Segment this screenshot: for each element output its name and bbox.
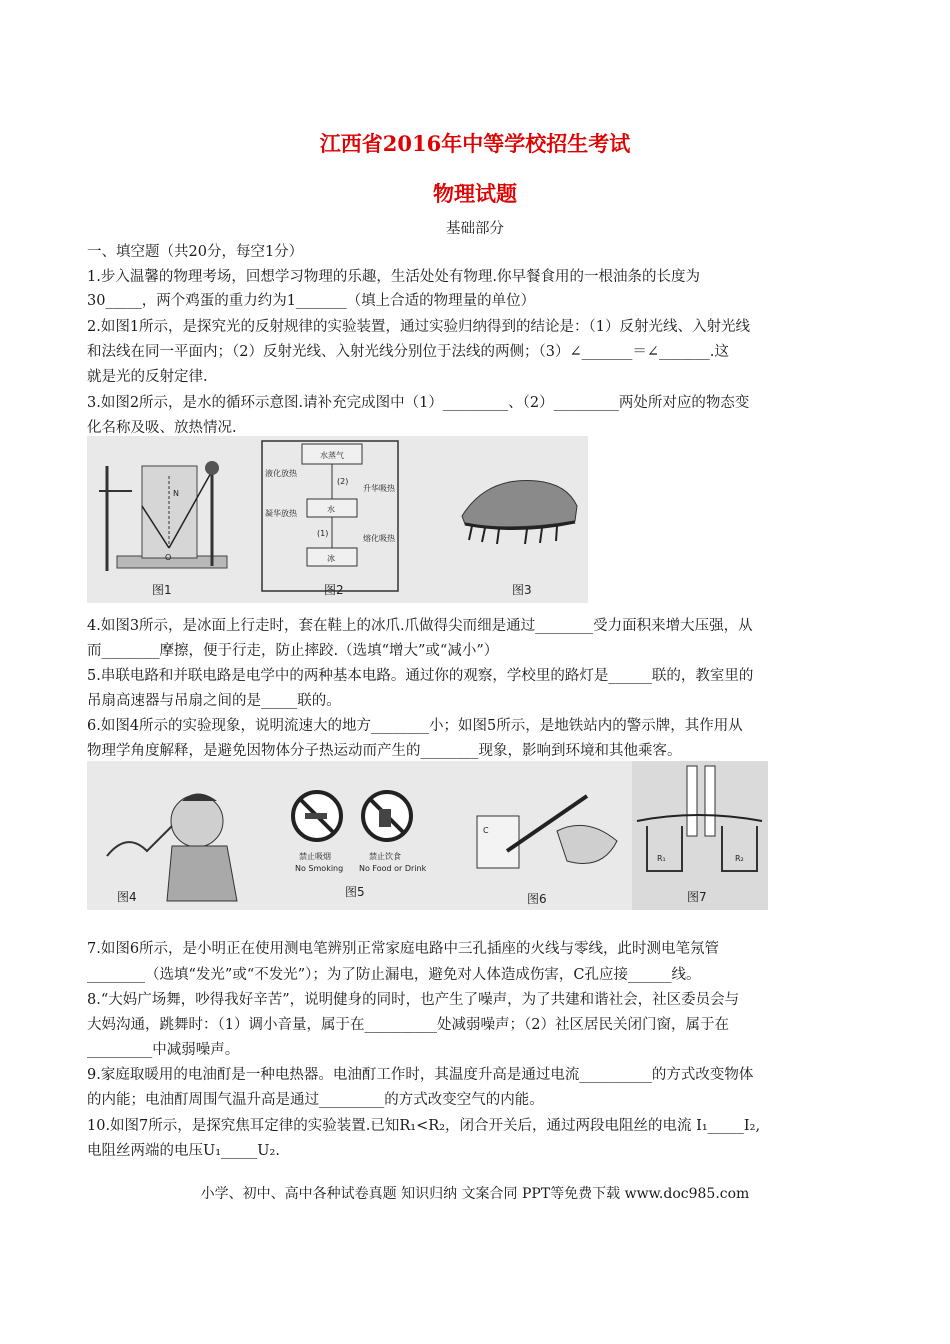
question-line: 7.如图6所示，是小明正在使用测电笔辨别正常家庭电路中三孔插座的火线与零线，此时测电笔氖管 (87, 941, 720, 957)
figure-5-image (293, 792, 427, 899)
question-line: 10.如图7所示，是探究焦耳定律的实验装置.已知R₁<R₂，闭合开关后，通过两段电阻丝的电流 I₁_____I₂, (87, 1118, 761, 1134)
normal-label: N (173, 489, 179, 498)
figure-7-image (632, 761, 768, 910)
fig5-sign2: 禁止饮食 (369, 852, 401, 861)
fig2-vapor: 水蒸气 (320, 451, 344, 460)
question-line: ________（选填“发光”或“不发光”）；为了防止漏电，避免对人体造成伤害，C孔应接______线。 (87, 967, 701, 983)
figure-7-caption: 图7 (687, 890, 707, 904)
question-line: 吊扇高速器与吊扇之间的是_____联的。 (87, 693, 341, 709)
fig2-left-lower: 凝华放热 (265, 509, 297, 518)
figure-1-image (99, 461, 227, 597)
question-line: 大妈沟通，跳舞时：（1）调小音量，属于在__________处减弱噪声；（2）社区居民关闭门窗，属于在 (87, 1017, 729, 1033)
fig5-sign1-en: No Smoking (295, 864, 344, 873)
question-line: 的内能；电油酊周围气温升高是通过_________的方式改变空气的内能。 (87, 1092, 544, 1108)
question-line: 8.“大妈广场舞，吵得我好辛苦”，说明健身的同时，也产生了噪声，为了共建和谐社会，社区委员会与 (87, 992, 740, 1008)
figure-strip-2 (87, 761, 768, 910)
exam-title: 江西省2016年中等学校招生考试 (319, 131, 631, 156)
question-line: 4.如图3所示，是冰面上行走时，套在鞋上的冰爪.爪做得尖而细是通过________受力面积来增大压强，从 (87, 618, 753, 634)
point-o-label: O (165, 553, 172, 562)
figure-3-caption: 图3 (512, 583, 532, 597)
figure-2-caption: 图2 (324, 583, 344, 597)
question-line: 5.串联电路和并联电路是电学中的两种基本电路。通过你的观察，学校里的路灯是______联的，教室里的 (87, 668, 754, 684)
question-line: 9.家庭取暖用的电油酊是一种电热器。电油酊工作时，其温度升高是通过电流__________的方式改变物体 (87, 1067, 754, 1083)
figure-6-caption: 图6 (527, 892, 547, 906)
figure-3-image (462, 480, 577, 597)
exam-subtitle: 物理试题 (433, 181, 517, 206)
fig2-left-upper: 液化放热 (265, 469, 297, 478)
fig7-r2: R₂ (735, 854, 744, 863)
fig2-right-upper: 升华吸热 (363, 484, 395, 493)
question-line: 2.如图1所示，是探究光的反射规律的实验装置，通过实验归纳得到的结论是：（1）反射光线、入射光线 (87, 319, 751, 335)
fig2-label-1: (1) (317, 529, 329, 538)
question-line: 1.步入温馨的物理考场，回想学习物理的乐趣，生活处处有物理.你早餐食用的一根油条的长度为 (87, 269, 700, 285)
socket-label-c: C (483, 826, 489, 835)
section-heading: 基础部分 (446, 221, 504, 237)
footer-text: 小学、初中、高中各种试卷真题 知识归纳 文案合同 PPT等免费下载 www.doc985.com (200, 1186, 750, 1202)
fig2-label-2: (2) (337, 477, 349, 486)
figure-4-image (107, 794, 237, 905)
question-line: 化名称及吸、放热情况. (87, 420, 237, 436)
figure-4-caption: 图4 (117, 890, 137, 904)
fig5-sign2-en: No Food or Drink (359, 864, 427, 873)
question-line: 电阻丝两端的电压U₁_____U₂. (87, 1143, 280, 1159)
figure-2-image (262, 441, 398, 597)
question-line: 物理学角度解释，是避免因物体分子热运动而产生的________现象，影响到环境和其他乘客。 (87, 743, 682, 759)
question-line: 30_____，两个鸡蛋的重力约为1_______（填上合适的物理量的单位） (87, 293, 536, 309)
question-line: 3.如图2所示，是水的循环示意图.请补充完成图中（1）_________、（2）_________两处所对应的物态变 (87, 395, 750, 411)
figure-6-image (477, 796, 617, 906)
figure-5-caption: 图5 (345, 885, 365, 899)
question-line: _________中减弱噪声。 (87, 1042, 240, 1058)
question-line: 而________摩擦，便于行走，防止摔跤.（选填“增大”或“减小”） (87, 643, 499, 659)
fig2-ice: 冰 (327, 554, 335, 563)
figure-1-caption: 图1 (152, 583, 172, 597)
figure-strip-1 (87, 436, 588, 603)
question-line: 就是光的反射定律. (87, 369, 208, 385)
fig5-sign1: 禁止吸烟 (299, 852, 331, 861)
fig2-water: 水 (327, 505, 335, 514)
fig7-r1: R₁ (657, 854, 666, 863)
question-line: 一、填空题（共20分，每空1分） (87, 244, 304, 260)
fig2-right-lower: 熔化吸热 (363, 534, 395, 543)
question-line: 6.如图4所示的实验现象，说明流速大的地方________小；如图5所示，是地铁站内的警示牌，其作用从 (87, 718, 743, 734)
question-line: 和法线在同一平面内；（2）反射光线、入射光线分别位于法线的两侧；（3）∠_______＝∠_______.这 (87, 344, 729, 360)
